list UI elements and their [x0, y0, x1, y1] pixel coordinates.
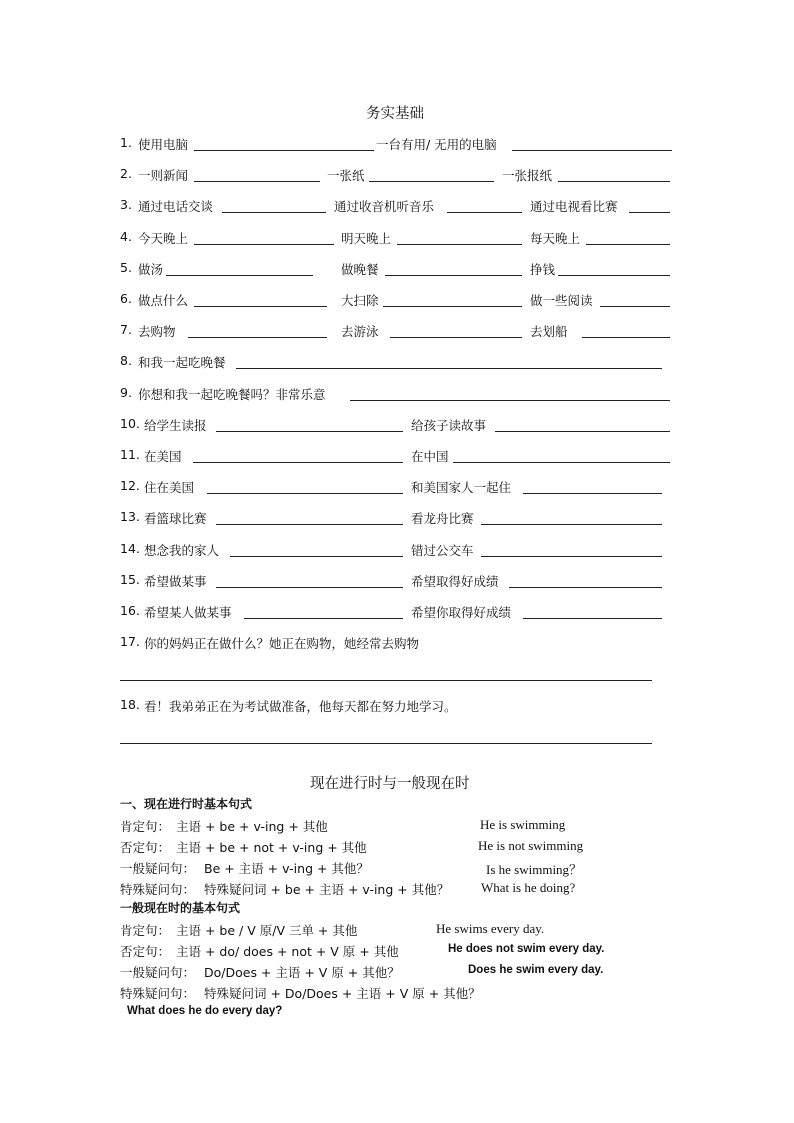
sentence-formula: Do/Does + 主语 + V 原 + 其他？: [204, 965, 400, 980]
item-prompt: 错过公交车: [411, 543, 474, 558]
item-prompt: 做晚餐: [341, 262, 379, 277]
item-prompt: 一张纸: [327, 168, 365, 183]
item-number: 3.: [120, 197, 132, 212]
answer-blank[interactable]: [193, 462, 403, 463]
item-prompt: 和美国家人一起住: [411, 480, 512, 495]
answer-blank[interactable]: [216, 431, 403, 432]
sentence-formula: 主语 + be / V 原/V 三单 + 其他: [176, 923, 358, 938]
sentence-formula: 主语 + be + not + v-ing + 其他: [176, 840, 367, 855]
item-number: 8.: [120, 353, 132, 368]
item-prompt: 看篮球比赛: [144, 511, 207, 526]
answer-blank[interactable]: [481, 524, 662, 525]
answer-blank[interactable]: [236, 368, 662, 369]
heading-simple-present: 一般现在时的基本句式: [120, 901, 241, 915]
item-prompt: 给孩子读故事: [411, 418, 487, 433]
item-prompt: 一台有用/ 无用的电脑: [376, 137, 497, 152]
answer-blank[interactable]: [629, 212, 670, 213]
sentence-formula: 特殊疑问词 + be + 主语 + v-ing + 其他？: [204, 882, 450, 897]
sentence-example: Does he swim every day.: [468, 964, 604, 976]
sentence-example: He does not swim every day.: [448, 943, 605, 955]
item-number: 18.: [120, 697, 140, 712]
item-number: 11.: [120, 447, 140, 462]
answer-blank[interactable]: [194, 244, 334, 245]
item-prompt: 今天晚上: [138, 231, 189, 246]
answer-blank[interactable]: [558, 275, 670, 276]
item-prompt: 明天晚上: [341, 231, 392, 246]
answer-blank[interactable]: [194, 150, 374, 151]
answer-blank[interactable]: [523, 618, 662, 619]
item-prompt: 给学生读报: [144, 418, 207, 433]
item-prompt: 使用电脑: [138, 137, 189, 152]
answer-blank[interactable]: [350, 400, 670, 401]
sentence-label: 一般疑问句：: [120, 861, 196, 876]
answer-blank[interactable]: [453, 462, 670, 463]
sentence-example: Is he swimming？: [486, 862, 583, 877]
sentence-formula: Be + 主语 + v-ing + 其他？: [204, 861, 369, 876]
item-prompt: 通过电视看比赛: [530, 199, 618, 214]
item-prompt: 想念我的家人: [144, 543, 220, 558]
item-prompt: 希望你取得好成绩: [411, 605, 512, 620]
answer-blank[interactable]: [244, 618, 403, 619]
section-title-basics: 务实基础: [366, 106, 424, 122]
item-prompt: 住在美国: [144, 480, 195, 495]
item-prompt: 通过电话交谈: [138, 199, 214, 214]
item-prompt: 去购物: [138, 324, 176, 339]
answer-blank[interactable]: [512, 150, 672, 151]
item-prompt: 你的妈妈正在做什么？她正在购物，她经常去购物: [144, 636, 420, 651]
item-prompt: 通过收音机听音乐: [334, 199, 435, 214]
answer-blank[interactable]: [390, 337, 522, 338]
item-prompt: 去游泳: [341, 324, 379, 339]
heading-progressive: 一、现在进行时基本句式: [120, 797, 253, 811]
item-prompt: 看！我弟弟正在为考试做准备，他每天都在努力地学习。: [144, 699, 457, 714]
item-prompt: 希望取得好成绩: [411, 574, 499, 589]
sentence-formula: 主语 + be + v-ing + 其他: [176, 819, 328, 834]
item-prompt: 做点什么: [138, 293, 189, 308]
answer-blank[interactable]: [166, 275, 313, 276]
item-prompt: 做一些阅读: [530, 293, 593, 308]
item-prompt: 做汤: [138, 262, 164, 277]
sentence-label: 肯定句：: [120, 819, 171, 834]
answer-blank[interactable]: [222, 212, 326, 213]
item-number: 6.: [120, 291, 132, 306]
item-number: 2.: [120, 166, 132, 181]
answer-blank[interactable]: [558, 181, 670, 182]
answer-blank[interactable]: [207, 493, 403, 494]
answer-blank[interactable]: [120, 680, 652, 681]
answer-blank[interactable]: [509, 587, 662, 588]
item-number: 9.: [120, 385, 132, 400]
item-number: 10.: [120, 416, 140, 431]
sentence-example: He is not swimming: [478, 838, 584, 853]
item-prompt: 一张报纸: [502, 168, 553, 183]
sentence-formula: 特殊疑问词 + Do/Does + 主语 + V 原 + 其他？: [204, 986, 481, 1001]
answer-blank[interactable]: [216, 524, 403, 525]
answer-blank[interactable]: [385, 275, 522, 276]
item-number: 7.: [120, 322, 132, 337]
sentence-label: 否定句：: [120, 840, 171, 855]
item-prompt: 看龙舟比赛: [411, 511, 474, 526]
item-number: 1.: [120, 135, 132, 150]
item-prompt: 在美国: [144, 449, 182, 464]
answer-blank[interactable]: [194, 306, 327, 307]
sentence-example: What does he do every day?: [127, 1005, 283, 1017]
answer-blank[interactable]: [230, 556, 403, 557]
answer-blank[interactable]: [188, 337, 327, 338]
item-prompt: 去划船: [530, 324, 568, 339]
answer-blank[interactable]: [397, 244, 522, 245]
item-prompt: 和我一起吃晚餐: [138, 355, 226, 370]
section-title-tenses: 现在进行时与一般现在时: [310, 776, 470, 792]
answer-blank[interactable]: [120, 743, 652, 744]
item-prompt: 一则新闻: [138, 168, 189, 183]
answer-blank[interactable]: [495, 431, 670, 432]
item-prompt: 每天晚上: [530, 231, 581, 246]
answer-blank[interactable]: [369, 181, 494, 182]
sentence-label: 否定句：: [120, 944, 171, 959]
item-number: 17.: [120, 634, 140, 649]
item-number: 14.: [120, 541, 140, 556]
item-prompt: 希望某人做某事: [144, 605, 232, 620]
item-number: 16.: [120, 603, 140, 618]
item-prompt: 你想和我一起吃晚餐吗？非常乐意: [138, 387, 326, 402]
item-prompt: 在中国: [411, 449, 449, 464]
answer-blank[interactable]: [447, 212, 522, 213]
sentence-example: What is he doing?: [481, 880, 576, 895]
answer-blank[interactable]: [383, 306, 522, 307]
answer-blank[interactable]: [216, 587, 403, 588]
item-number: 5.: [120, 260, 132, 275]
answer-blank[interactable]: [586, 244, 670, 245]
sentence-example: He is swimming: [480, 817, 566, 832]
item-prompt: 希望做某事: [144, 574, 207, 589]
sentence-label: 一般疑问句：: [120, 965, 196, 980]
item-prompt: 挣钱: [530, 262, 556, 277]
answer-blank[interactable]: [481, 556, 662, 557]
sentence-formula: 主语 + do/ does + not + V 原 + 其他: [176, 944, 399, 959]
sentence-example: He swims every day.: [436, 921, 545, 936]
item-number: 4.: [120, 229, 132, 244]
answer-blank[interactable]: [582, 337, 670, 338]
sentence-label: 特殊疑问句：: [120, 882, 196, 897]
answer-blank[interactable]: [194, 181, 320, 182]
answer-blank[interactable]: [523, 493, 662, 494]
item-number: 13.: [120, 509, 140, 524]
item-number: 15.: [120, 572, 140, 587]
answer-blank[interactable]: [600, 306, 670, 307]
item-prompt: 大扫除: [341, 293, 379, 308]
sentence-label: 特殊疑问句：: [120, 986, 196, 1001]
sentence-label: 肯定句：: [120, 923, 171, 938]
item-number: 12.: [120, 478, 140, 493]
